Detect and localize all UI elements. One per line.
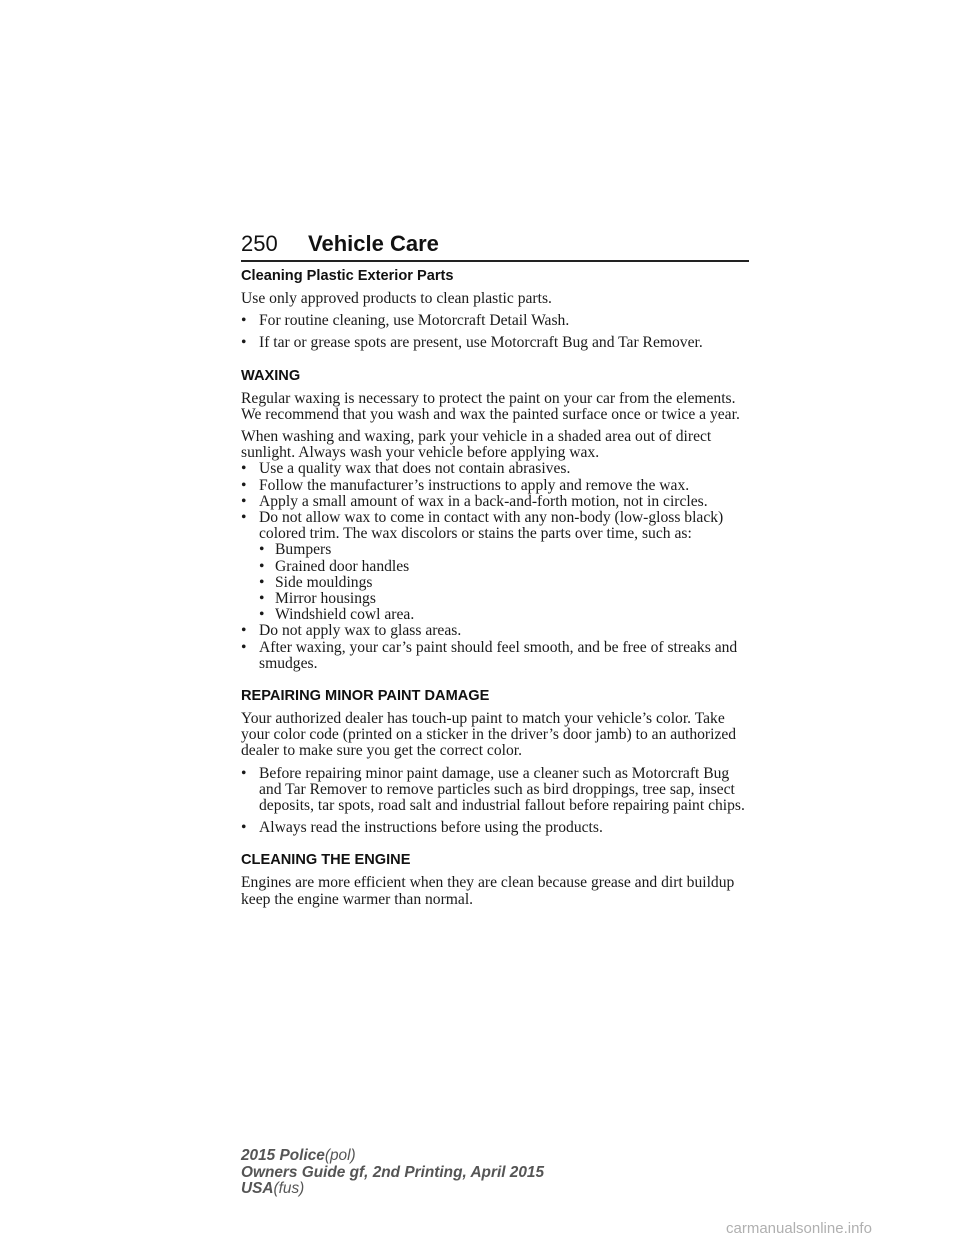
heading-cleaning-engine: CLEANING THE ENGINE [241, 852, 411, 869]
sub-list-item: • Bumpers [259, 542, 753, 558]
section-title: Vehicle Care [308, 231, 439, 256]
heading-cleaning-plastic: Cleaning Plastic Exterior Parts [241, 268, 454, 284]
footer-guide-info: Owners Guide gf, 2nd Printing, April 2015 [241, 1163, 545, 1181]
waxing-para-1: Regular waxing is necessary to protect the paint on your car from the elements. We recommend that you wash and wax the painted surface once or twice a year. [241, 389, 740, 423]
sub-list-item: • Grained door handles [259, 559, 753, 575]
list-item: • After waxing, your car’s paint should feel smooth, and be free of streaks and smudges. [241, 640, 753, 672]
list-item: • For routine cleaning, use Motorcraft Detail Wash. [241, 313, 753, 329]
watermark: carmanualsonline.info [726, 1220, 872, 1237]
heading-waxing: WAXING [241, 367, 301, 384]
list-item: • Do not apply wax to glass areas. [241, 623, 753, 639]
list-item: • Before repairing minor paint damage, use a cleaner such as Motorcraft Bug and Tar Remover to remove particles such as bird droppings, tree sap, insect deposits, tar spots, road salt and industrial fallout before repairing paint chips. [241, 766, 753, 815]
list-item: • Use a quality wax that does not contain abrasives. [241, 461, 753, 477]
footer-line-3 [241, 1181, 544, 1198]
engine-para: Engines are more efficient when they are clean because grease and dirt buildup keep the engine warmer than normal. [241, 874, 735, 908]
footer-market: USA [241, 1180, 274, 1197]
footer-line-2 [241, 1165, 544, 1182]
section-waxing [241, 368, 753, 672]
waxing-bullets [241, 461, 753, 672]
list-item: • Apply a small amount of wax in a back-and-forth motion, not in circles. [241, 494, 753, 510]
list-item: • If tar or grease spots are present, use Motorcraft Bug and Tar Remover. [241, 335, 753, 351]
sub-list-item: • Windshield cowl area. [259, 607, 753, 623]
trim-parts-list [259, 542, 753, 623]
footer-model-code: (pol) [324, 1147, 356, 1164]
footer-line-1 [241, 1148, 544, 1165]
page-number: 250 [241, 231, 278, 256]
list-item: • Follow the manufacturer’s instructions to apply and remove the wax. [241, 478, 753, 494]
page-header [241, 230, 749, 262]
sub-list-item: • Mirror housings [259, 591, 753, 607]
page-content [241, 268, 753, 914]
plastic-intro: Use only approved products to clean plastic parts. [241, 290, 552, 307]
plastic-bullets [241, 313, 753, 351]
section-engine [241, 852, 753, 907]
sub-list-item: • Side mouldings [259, 575, 753, 591]
section-plastic [241, 268, 753, 352]
heading-repairing-paint: REPAIRING MINOR PAINT DAMAGE [241, 688, 490, 705]
document-footer [241, 1148, 544, 1198]
list-item-text: Do not allow wax to come in contact with any non-body (low-gloss black) colored trim. The wax discolors or stains the parts over time, such as: [259, 509, 724, 543]
footer-market-code: (fus) [273, 1180, 305, 1197]
section-paint-damage [241, 688, 753, 836]
waxing-para-2: When washing and waxing, park your vehicle in a shaded area out of direct sunlight. Always wash your vehicle before applying wax. [241, 428, 712, 462]
paint-bullets [241, 766, 753, 837]
list-item: • Always read the instructions before using the products. [241, 820, 753, 836]
paint-para: Your authorized dealer has touch-up paint to match your vehicle’s color. Take your color code (printed on a sticker in the driver’s door jamb) to an authorized dealer to make sure you get the correct color. [241, 710, 737, 760]
list-item [241, 510, 753, 623]
footer-model: 2015 Police [241, 1147, 325, 1164]
